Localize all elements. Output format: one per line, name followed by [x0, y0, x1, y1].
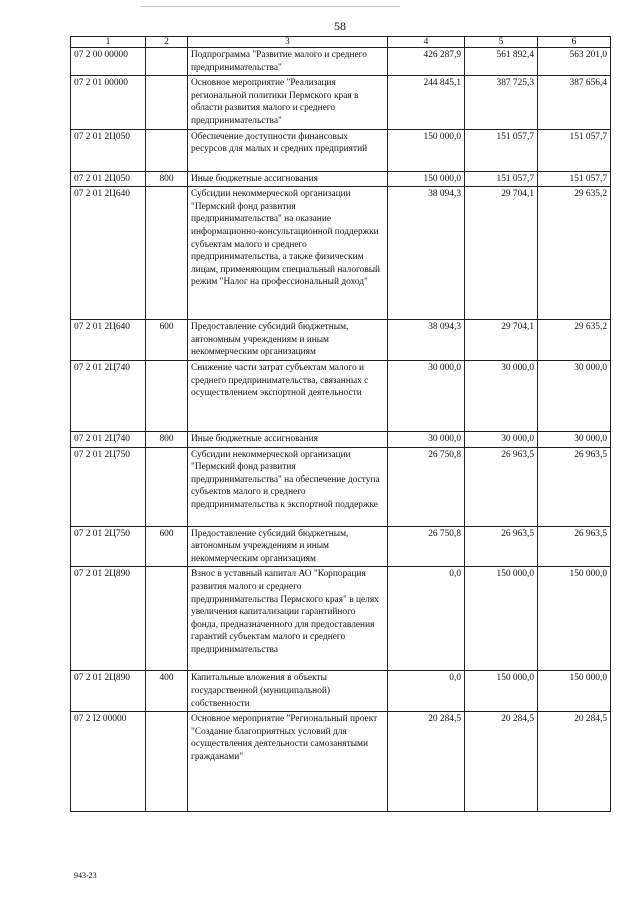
row-value-col6: 20 284,5: [538, 712, 611, 812]
table-row: [71, 187, 611, 320]
row-value-col5: 20 284,5: [465, 712, 538, 812]
row-value-col5: 26 963,5: [465, 526, 538, 567]
table-row: [71, 48, 611, 76]
row-code: 07 2 01 00000: [71, 76, 146, 129]
row-code: 07 2 I2 00000: [71, 712, 146, 812]
column-header: 2: [146, 37, 188, 48]
row-name: Иные бюджетные ассигнования: [188, 171, 388, 187]
row-code: 07 2 01 2Ц050: [71, 171, 146, 187]
table-row: [71, 671, 611, 712]
header-row: [71, 37, 611, 48]
row-value-col5: 29 704,1: [465, 187, 538, 320]
row-expense-type: 400: [146, 671, 188, 712]
table-row: [71, 171, 611, 187]
column-header: 4: [388, 37, 465, 48]
row-name: Субсидии некоммерческой организации "Пермский фонд развития предпринимательства" на обеспечение доступа субъектов малого и среднего предпринимательства к экспортной поддержке: [188, 447, 388, 526]
row-name: Капитальные вложения в объекты государственной (муниципальной) собственности: [188, 671, 388, 712]
row-expense-type: [146, 76, 188, 129]
row-expense-type: [146, 129, 188, 171]
table-row: [71, 129, 611, 171]
row-name: Основное мероприятие "Реализация региональной политики Пермского края в области развития малого и среднего предпринимательства": [188, 76, 388, 129]
column-header: 1: [71, 37, 146, 48]
row-value-col4: 150 000,0: [388, 129, 465, 171]
row-code: 07 2 01 2Ц740: [71, 431, 146, 447]
table-row: [71, 526, 611, 567]
row-name: Предоставление субсидий бюджетным, автономным учреждениям и иным некоммерческим организациям: [188, 526, 388, 567]
row-expense-type: [146, 48, 188, 76]
row-code: 07 2 00 00000: [71, 48, 146, 76]
table-row: [71, 76, 611, 129]
row-name: Иные бюджетные ассигнования: [188, 431, 388, 447]
row-code: 07 2 01 2Ц890: [71, 671, 146, 712]
row-value-col4: 0,0: [388, 567, 465, 671]
table-row: [71, 360, 611, 431]
row-name: Субсидии некоммерческой организации "Пермский фонд развития предпринимательства" на оказание информационно-консультационной поддержки субъектам малого и среднего предпринимательства, а также физическим лицам, применяющим специальный налоговый режим "Налог на профессиональный доход": [188, 187, 388, 320]
row-value-col5: 387 725,3: [465, 76, 538, 129]
page-number: 58: [334, 19, 346, 33]
column-header: 5: [465, 37, 538, 48]
table-row: [71, 567, 611, 671]
row-expense-type: [146, 360, 188, 431]
row-value-col6: 150 000,0: [538, 671, 611, 712]
row-value-col5: 30 000,0: [465, 360, 538, 431]
row-value-col6: 150 000,0: [538, 567, 611, 671]
row-expense-type: [146, 187, 188, 320]
row-value-col5: 151 057,7: [465, 129, 538, 171]
row-value-col6: 151 057,7: [538, 171, 611, 187]
row-value-col5: 561 892,4: [465, 48, 538, 76]
table-row: [71, 712, 611, 812]
column-header: 3: [188, 37, 388, 48]
row-code: 07 2 01 2Ц750: [71, 447, 146, 526]
row-value-col6: 151 057,7: [538, 129, 611, 171]
row-name: Снижение части затрат субъектам малого и среднего предпринимательства, связанных с осуществлением экспортной деятельности: [188, 360, 388, 431]
row-value-col4: 30 000,0: [388, 431, 465, 447]
row-code: 07 2 01 2Ц750: [71, 526, 146, 567]
row-expense-type: 800: [146, 431, 188, 447]
row-value-col6: 29 635,2: [538, 320, 611, 361]
row-value-col4: 20 284,5: [388, 712, 465, 812]
row-value-col6: 26 963,5: [538, 526, 611, 567]
row-value-col4: 0,0: [388, 671, 465, 712]
row-value-col4: 244 845,1: [388, 76, 465, 129]
row-value-col4: 426 287,9: [388, 48, 465, 76]
row-expense-type: 600: [146, 320, 188, 361]
row-name: Подпрограмма "Развитие малого и среднего предпринимательства": [188, 48, 388, 76]
row-value-col6: 387 656,4: [538, 76, 611, 129]
budget-table: [70, 36, 611, 812]
row-value-col6: 30 000,0: [538, 431, 611, 447]
row-code: 07 2 01 2Ц890: [71, 567, 146, 671]
row-value-col6: 29 635,2: [538, 187, 611, 320]
row-expense-type: [146, 567, 188, 671]
table-row: [71, 320, 611, 361]
row-value-col5: 150 000,0: [465, 567, 538, 671]
row-value-col4: 38 094,3: [388, 187, 465, 320]
row-expense-type: 800: [146, 171, 188, 187]
row-value-col4: 26 750,8: [388, 526, 465, 567]
row-value-col5: 151 057,7: [465, 171, 538, 187]
row-name: Взнос в уставный капитал АО "Корпорация развития малого и среднего предпринимательства Пермского края" в целях увеличения капитализации гарантийного фонда, предназначенного для предоставления гарантий субъектам малого и среднего предпринимательства: [188, 567, 388, 671]
row-value-col4: 38 094,3: [388, 320, 465, 361]
row-expense-type: [146, 447, 188, 526]
row-value-col4: 150 000,0: [388, 171, 465, 187]
row-expense-type: 600: [146, 526, 188, 567]
row-value-col4: 26 750,8: [388, 447, 465, 526]
row-code: 07 2 01 2Ц640: [71, 320, 146, 361]
row-code: 07 2 01 2Ц640: [71, 187, 146, 320]
table-row: [71, 431, 611, 447]
table-row: [71, 447, 611, 526]
row-value-col6: 26 963,5: [538, 447, 611, 526]
row-value-col6: 30 000,0: [538, 360, 611, 431]
footer-document-code: 943-23: [74, 871, 97, 880]
row-value-col5: 29 704,1: [465, 320, 538, 361]
row-expense-type: [146, 712, 188, 812]
row-code: 07 2 01 2Ц740: [71, 360, 146, 431]
row-value-col5: 30 000,0: [465, 431, 538, 447]
row-code: 07 2 01 2Ц050: [71, 129, 146, 171]
row-value-col5: 26 963,5: [465, 447, 538, 526]
row-value-col5: 150 000,0: [465, 671, 538, 712]
row-name: Основное мероприятие "Региональный проект "Создание благоприятных условий для осуществления деятельности самозанятыми гражданами": [188, 712, 388, 812]
column-header: 6: [538, 37, 611, 48]
scan-artifact-line: [140, 0, 400, 7]
row-name: Обеспечение доступности финансовых ресурсов для малых и средних предприятий: [188, 129, 388, 171]
row-value-col4: 30 000,0: [388, 360, 465, 431]
row-value-col6: 563 201,0: [538, 48, 611, 76]
row-name: Предоставление субсидий бюджетным, автономным учреждениям и иным некоммерческим организациям: [188, 320, 388, 361]
